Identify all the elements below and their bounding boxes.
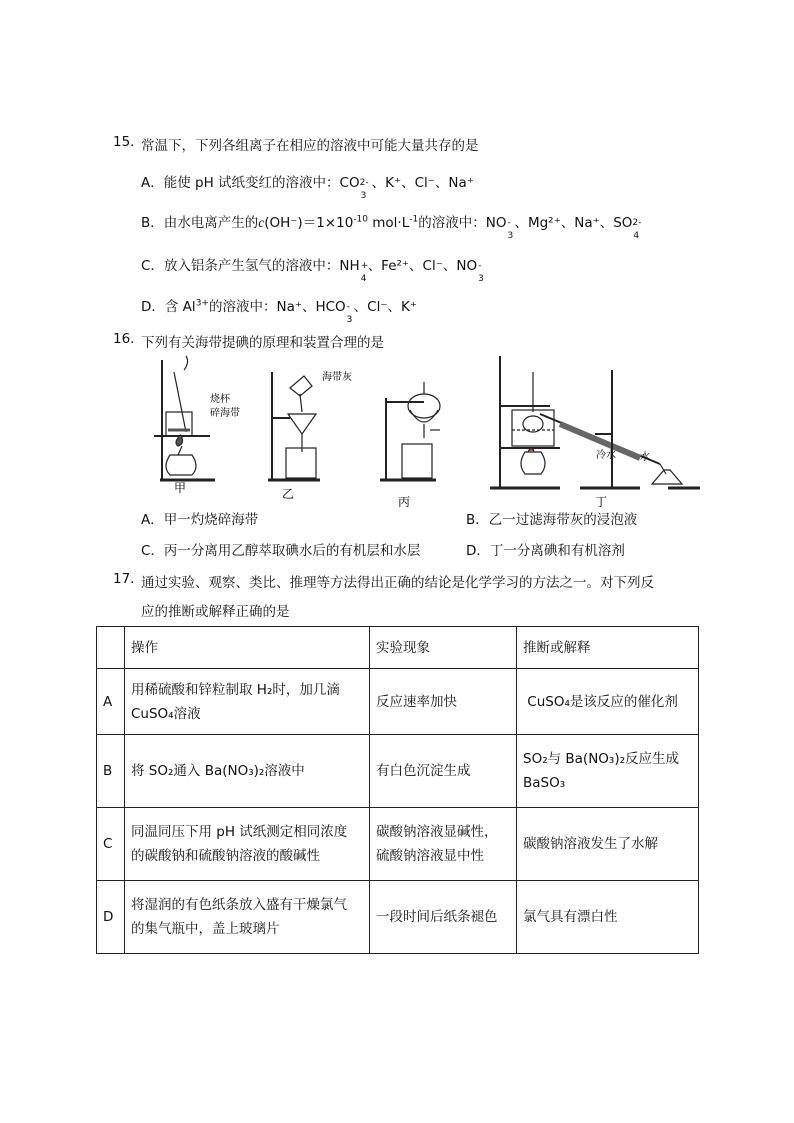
operation-cell: 用稀硫酸和锌粒制取 H₂时，加几滴 CuSO₄溶液: [125, 669, 370, 735]
table-header-cell: 推断或解释: [517, 627, 699, 669]
label-ash: 海带灰: [322, 372, 352, 383]
table-row: [97, 735, 699, 808]
phenomenon-cell: 反应速率加快: [370, 669, 517, 735]
q15-option-d: D．含 $Al^{3+}$的溶液中：Na⁺、HCO - 3 、Cl⁻、K⁺: [141, 298, 417, 325]
q15-stem: 常温下，下列各组离子在相应的溶液中可能大量共存的是: [141, 138, 479, 154]
q17-table: [96, 626, 699, 954]
explanation-cell: 氯气具有漂白性: [517, 881, 699, 954]
operation-cell: 同温同压下用 pH 试纸测定相同浓度 的碳酸钠和硫酸钠溶液的酸碱性: [125, 808, 370, 881]
q15-option-c: C．放入铝条产生氢气的溶液中：NH + 4 、Fe²⁺、Cl⁻、NO - 3: [141, 258, 484, 284]
apparatus-ding: [490, 356, 700, 488]
phenomenon-cell: 一段时间后纸条褪色: [370, 881, 517, 954]
q15-option-b: B．由水电离产生的$c(OH^-)=1\times 10^{-10}$ $mol\cdot L^{-1}$的溶液中：NO - 3 、Mg²⁺、Na⁺、SO 2- 4: [141, 214, 642, 241]
operation-cell: 将湿润的有色纸条放入盛有干燥氯气 的集气瓶中，盖上玻璃片: [125, 881, 370, 954]
q17-number: 17.: [113, 571, 135, 587]
label-yi: 乙: [282, 487, 295, 501]
label-bing: 丙: [398, 495, 411, 509]
explanation-cell: CuSO₄是该反应的催化剂: [517, 669, 699, 735]
q17-stem-line2: 应的推断或解释正确的是: [141, 604, 290, 620]
q16-number: 16.: [113, 331, 135, 347]
label-jia: 甲: [174, 481, 187, 495]
apparatus-jia: [154, 356, 215, 480]
q16-option-a: A．甲一灼烧碎海带: [141, 512, 259, 528]
label-water: 水: [640, 452, 650, 463]
table-row: [97, 881, 699, 954]
operation-cell: 将 SO₂通入 Ba(NO₃)₂溶液中: [125, 735, 370, 808]
q16-option-d: D．丁一分离碘和有机溶剂: [466, 543, 625, 559]
q15-number: 15.: [113, 134, 135, 150]
label-cold-water: 冷水: [596, 450, 616, 461]
q15-option-a: A．能使 pH 试纸变红的溶液中：CO 2- 3 、K⁺、Cl⁻、Na⁺: [141, 175, 474, 201]
table-header-cell: [97, 627, 125, 669]
row-label: A: [97, 669, 125, 735]
row-label: B: [97, 735, 125, 808]
label-beaker: 烧杯: [210, 394, 230, 405]
explanation-cell: SO₂与 Ba(NO₃)₂反应生成 BaSO₃: [517, 735, 699, 808]
apparatus-figure: [140, 352, 710, 512]
apparatus-bing: [380, 382, 440, 480]
q16-stem: 下列有关海带提碘的原理和装置合理的是: [141, 335, 384, 351]
table-header-cell: 操作: [125, 627, 370, 669]
q16-option-c: C．丙一分离用乙醇萃取碘水后的有机层和水层: [141, 543, 421, 559]
row-label: D: [97, 881, 125, 954]
apparatus-yi: [268, 372, 320, 480]
phenomenon-cell: 碳酸钠溶液显碱性， 硫酸钠溶液显中性: [370, 808, 517, 881]
table-row: [97, 669, 699, 735]
label-ding: 丁: [595, 495, 608, 509]
table-header-row: [97, 627, 699, 669]
row-label: C: [97, 808, 125, 881]
explanation-cell: 碳酸钠溶液发生了水解: [517, 808, 699, 881]
phenomenon-cell: 有白色沉淀生成: [370, 735, 517, 808]
table-header-cell: 实验现象: [370, 627, 517, 669]
q16-option-b: B．乙一过滤海带灰的浸泡液: [466, 512, 638, 528]
label-seaweed: 碎海带: [210, 408, 240, 419]
q17-stem-line1: 通过实验、观察、类比、推理等方法得出正确的结论是化学学习的方法之一。对下列反: [141, 575, 654, 591]
table-row: [97, 808, 699, 881]
